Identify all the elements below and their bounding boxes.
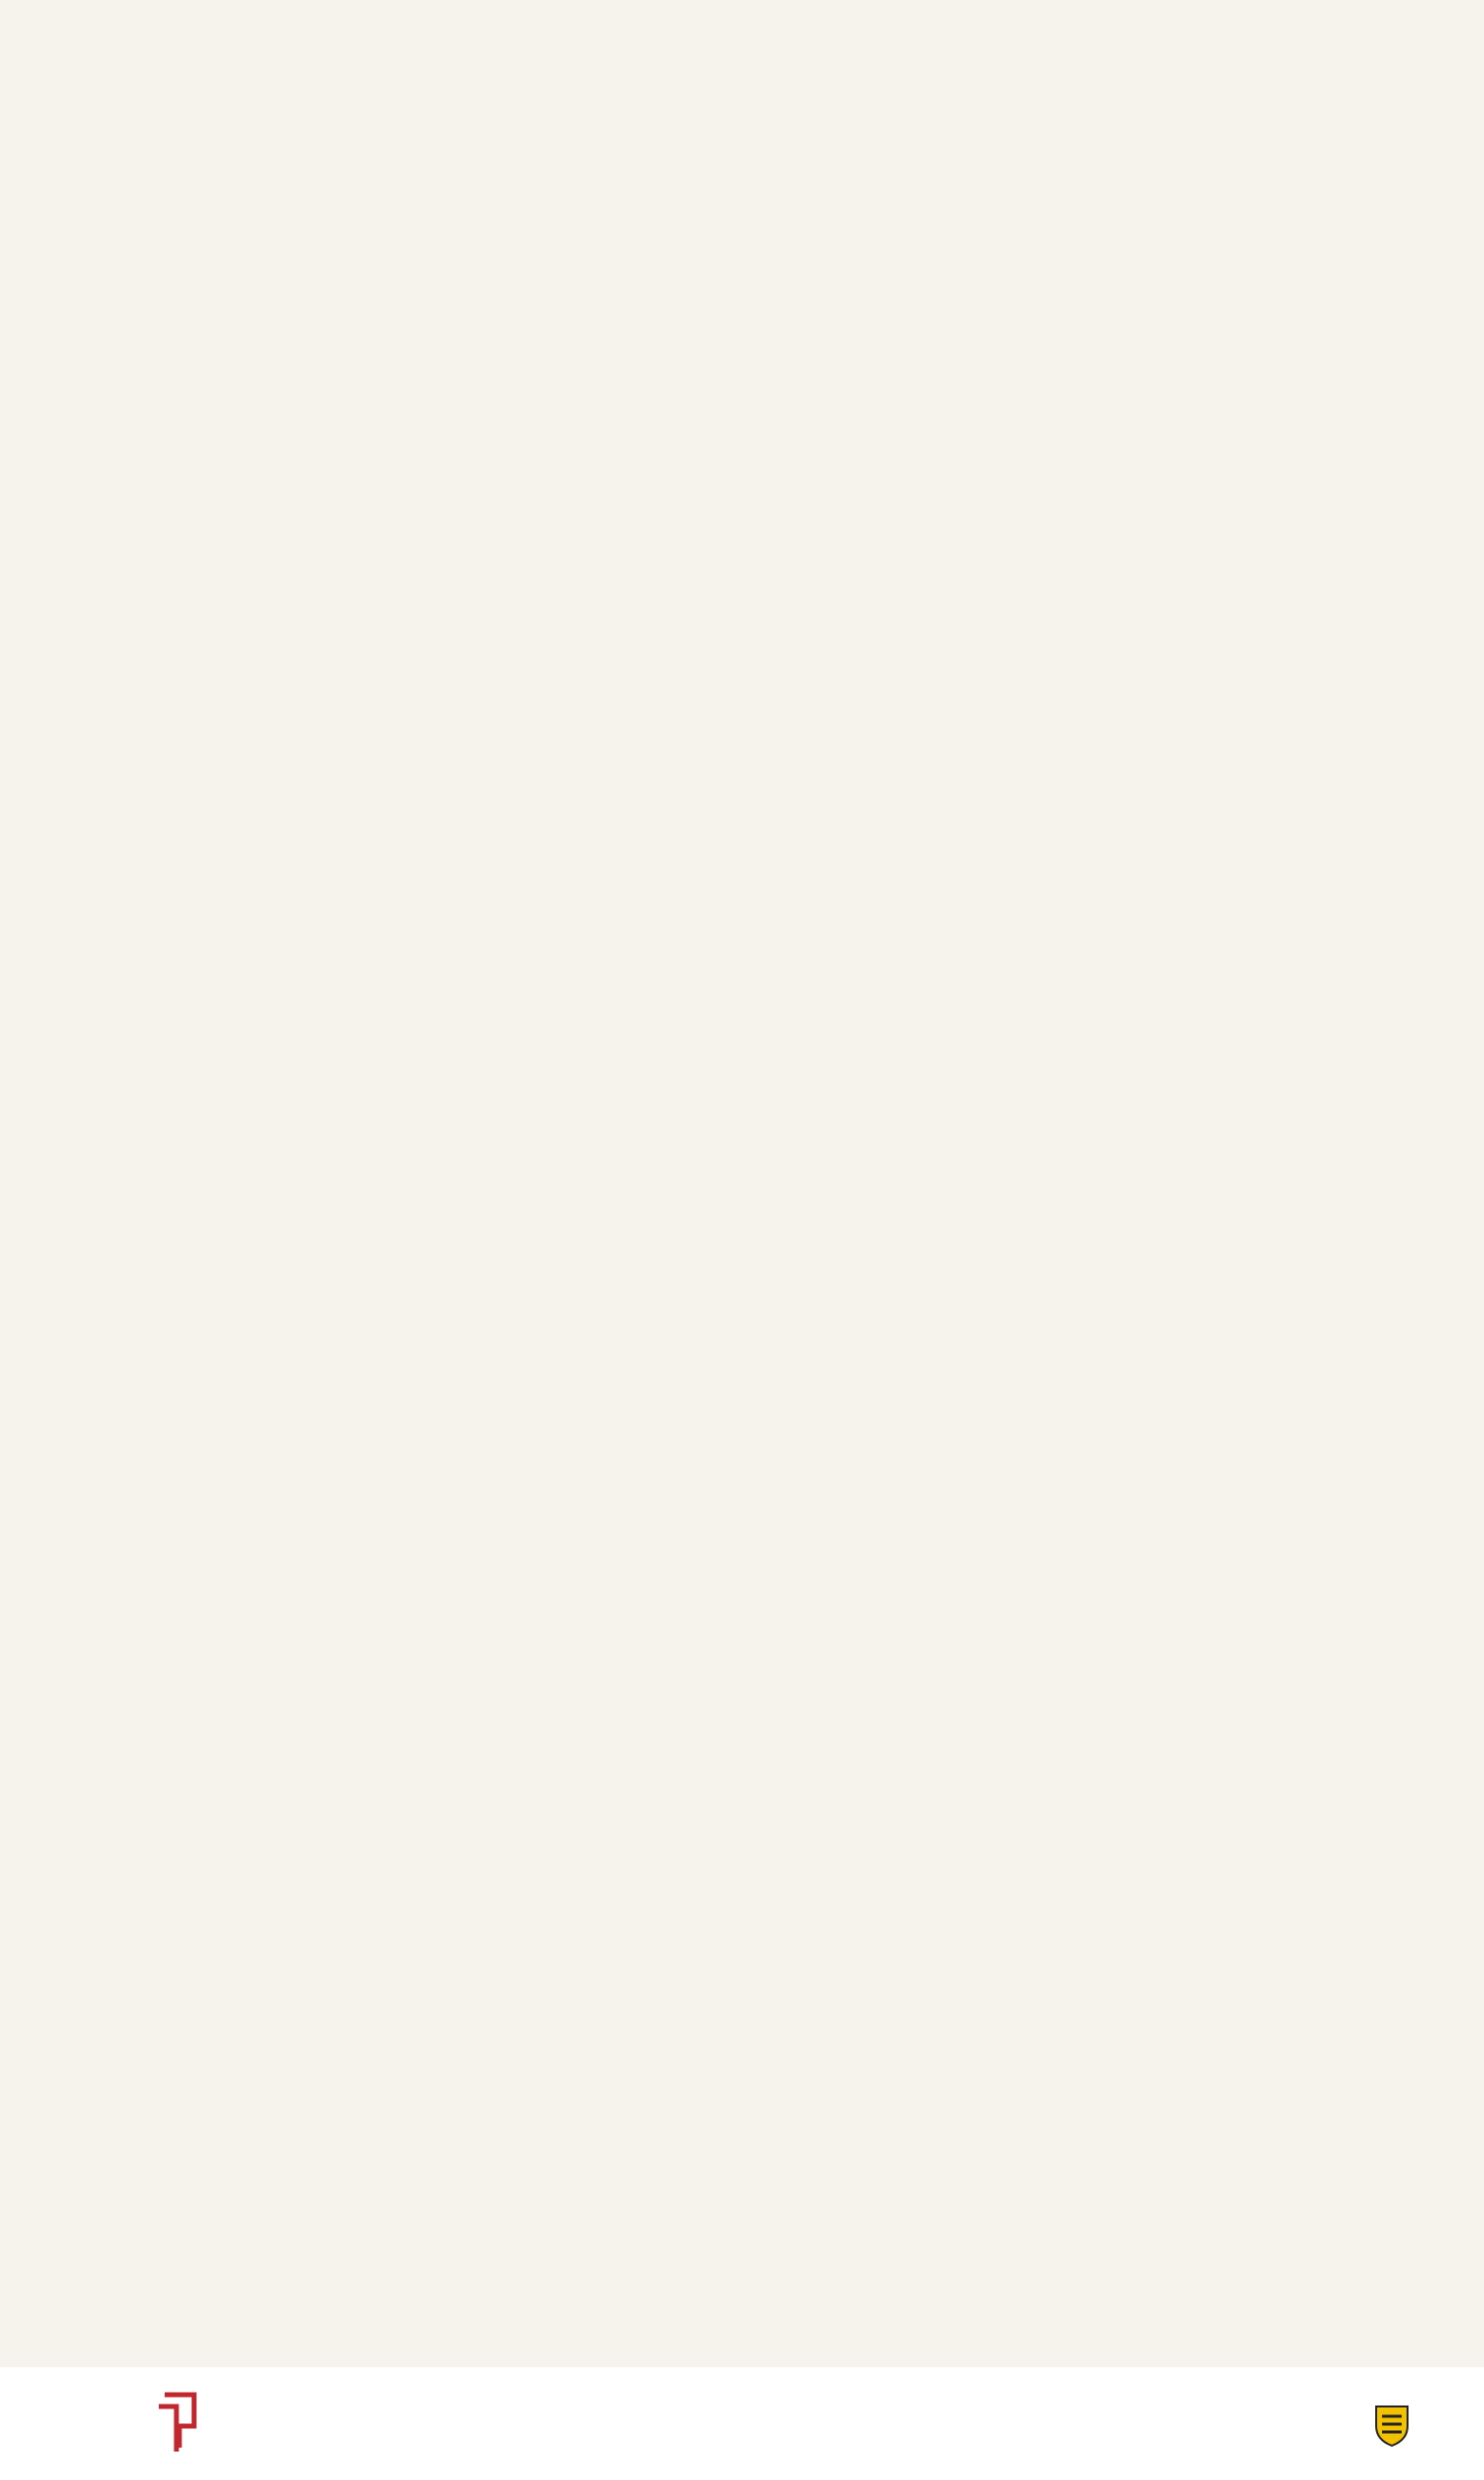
library-mark-icon — [155, 2387, 204, 2455]
page-header — [0, 152, 1484, 201]
coat-of-arms-icon — [1372, 2403, 1411, 2448]
funder-block[interactable] — [1304, 2379, 1480, 2436]
page-footer — [0, 2367, 1484, 2480]
catalog-body — [98, 229, 1211, 247]
